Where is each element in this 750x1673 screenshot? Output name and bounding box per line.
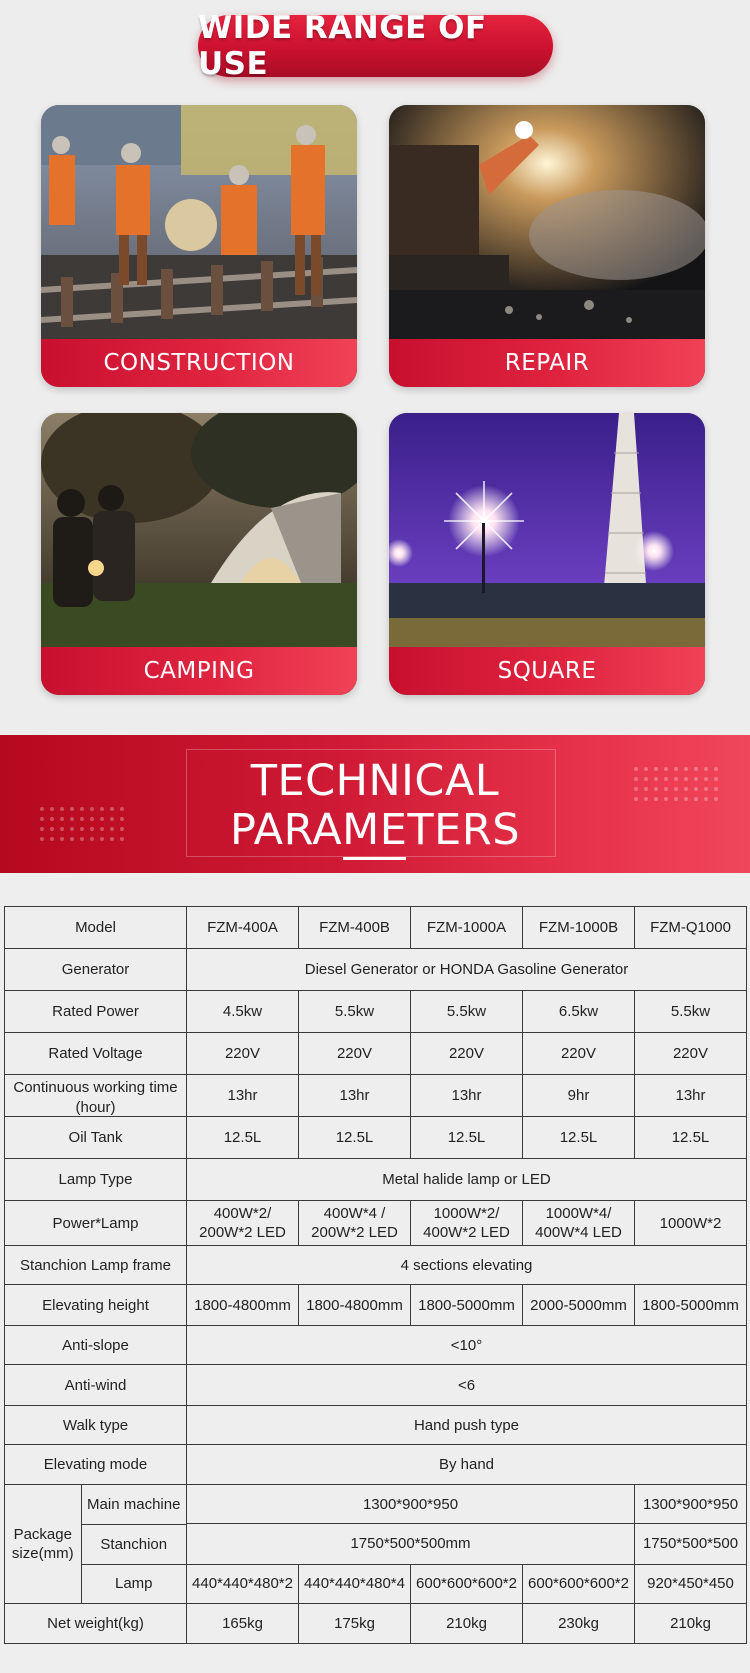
table-cell: 5.5kw (635, 991, 747, 1033)
use-card-band (41, 647, 357, 695)
cell-line: 400W*2/ (213, 1205, 272, 1222)
table-row-walk-type (5, 1406, 747, 1445)
row-label: Elevating height (5, 1285, 187, 1326)
table-cell: 210kg (635, 1604, 747, 1644)
table-cell: By hand (187, 1445, 747, 1485)
use-card-repair (389, 105, 705, 387)
table-row-generator (5, 949, 747, 991)
table-cell: 1800-4800mm (299, 1285, 411, 1326)
table-cell: 220V (299, 1033, 411, 1075)
cell-line: 200W*2 LED (311, 1224, 398, 1241)
model-cell: FZM-400B (299, 907, 411, 949)
use-card-camping (41, 413, 357, 695)
spec-table-wrapper (4, 906, 746, 1644)
table-cell: 2000-5000mm (523, 1285, 635, 1326)
table-cell: 1300*900*950 (635, 1485, 747, 1524)
row-label: Net weight(kg) (5, 1604, 187, 1644)
table-row-oil-tank (5, 1117, 747, 1159)
model-cell: FZM-Q1000 (635, 907, 747, 949)
wide-range-section (0, 0, 750, 735)
table-cell: 210kg (411, 1604, 523, 1644)
package-sub-label: Stanchion (81, 1524, 186, 1564)
table-cell (523, 1201, 635, 1246)
cell-line: 400W*2 LED (423, 1224, 510, 1241)
table-cell (187, 1201, 299, 1246)
package-sub-table (5, 1485, 186, 1603)
row-label: Stanchion Lamp frame (5, 1246, 187, 1285)
table-cell: 9hr (523, 1075, 635, 1117)
table-cell: 600*600*600*2 (523, 1564, 635, 1603)
cell-line: 1000W*4/ (545, 1205, 612, 1222)
table-cell: 13hr (299, 1075, 411, 1117)
table-row-stanchion (5, 1246, 747, 1285)
row-label: Power*Lamp (5, 1201, 187, 1246)
excavator-night-repair-photo (389, 105, 705, 339)
table-cell: 12.5L (523, 1117, 635, 1159)
cell-line: 400W*4 / (323, 1205, 386, 1222)
package-sub-label: Main machine (81, 1485, 186, 1524)
table-cell: Metal halide lamp or LED (187, 1159, 747, 1201)
use-card-band (389, 647, 705, 695)
table-row-model (5, 907, 747, 949)
table-cell: 1800-5000mm (635, 1285, 747, 1326)
banner-title-line2: PARAMETERS (229, 805, 521, 855)
spec-table (4, 906, 747, 1644)
construction-workers-photo (41, 105, 357, 339)
cell-line: 200W*2 LED (199, 1224, 286, 1241)
row-label: Walk type (5, 1406, 187, 1445)
model-cell: FZM-1000B (523, 907, 635, 949)
table-row-anti-wind (5, 1365, 747, 1406)
table-cell: 1800-4800mm (187, 1285, 299, 1326)
table-row-rated-power (5, 991, 747, 1033)
banner-title-line1: TECHNICAL (250, 756, 500, 806)
table-cell: 5.5kw (299, 991, 411, 1033)
row-label: Rated Power (5, 991, 187, 1033)
table-cell: 4 sections elevating (187, 1246, 747, 1285)
table-cell: 920*450*450 (635, 1564, 747, 1603)
cell-line: 400W*4 LED (535, 1224, 622, 1241)
row-label: Anti-wind (5, 1365, 187, 1406)
use-label: REPAIR (504, 350, 590, 376)
use-label: SQUARE (497, 658, 597, 684)
package-sub-label: Lamp (114, 1575, 153, 1593)
table-row-lamp-type (5, 1159, 747, 1201)
technical-parameters-banner (0, 735, 750, 873)
table-cell: 175kg (299, 1604, 411, 1644)
table-cell: 165kg (187, 1604, 299, 1644)
table-row-power-lamp (5, 1201, 747, 1246)
row-label: Model (5, 907, 187, 949)
row-label: Rated Voltage (5, 1033, 187, 1075)
table-row-elevating-height (5, 1285, 747, 1326)
row-label: Generator (5, 949, 187, 991)
table-cell: 12.5L (299, 1117, 411, 1159)
table-row-net-weight (5, 1604, 747, 1644)
use-label: CONSTRUCTION (103, 350, 295, 376)
table-cell: <6 (187, 1365, 747, 1406)
table-cell: Diesel Generator or HONDA Gasoline Generator (187, 949, 747, 991)
use-card-band (41, 339, 357, 387)
row-label: Anti-slope (5, 1326, 187, 1365)
table-cell: 5.5kw (411, 991, 523, 1033)
camping-tent-photo (41, 413, 357, 647)
table-cell: 1750*500*500 (635, 1524, 747, 1564)
row-label: Oil Tank (5, 1117, 187, 1159)
model-cell: FZM-400A (187, 907, 299, 949)
package-label-cell (5, 1485, 187, 1604)
repair-scene-icon (389, 105, 705, 339)
row-label (5, 1075, 187, 1117)
table-cell: 220V (523, 1033, 635, 1075)
table-cell: 12.5L (187, 1117, 299, 1159)
section-title: WIDE RANGE OF USE (198, 10, 487, 82)
table-cell: 13hr (635, 1075, 747, 1117)
table-cell: 1300*900*950 (187, 1485, 635, 1524)
table-cell: Hand push type (187, 1406, 747, 1445)
table-row-working-time (5, 1075, 747, 1117)
table-cell (635, 1201, 747, 1246)
section-title-pill (198, 10, 553, 82)
row-label-text: Continuous working time (hour) (13, 1078, 178, 1115)
table-cell: 1750*500*500mm (187, 1524, 635, 1564)
row-label: Elevating mode (5, 1445, 187, 1485)
use-label: CAMPING (143, 658, 255, 684)
cell-line: 1000W*2 (659, 1214, 722, 1232)
use-card-square (389, 413, 705, 695)
table-cell: 13hr (187, 1075, 299, 1117)
banner-underline (343, 857, 406, 860)
table-cell: 4.5kw (187, 991, 299, 1033)
table-cell: 12.5L (635, 1117, 747, 1159)
square-scene-icon (389, 413, 705, 647)
construction-scene-icon (41, 105, 357, 339)
table-row-elevating-mode (5, 1445, 747, 1485)
table-cell: 440*440*480*2 (187, 1564, 299, 1603)
table-cell: 230kg (523, 1604, 635, 1644)
banner-title (0, 757, 750, 855)
table-cell: 220V (187, 1033, 299, 1075)
use-card-band (389, 339, 705, 387)
table-cell (411, 1201, 523, 1246)
table-cell: 13hr (411, 1075, 523, 1117)
table-cell (299, 1201, 411, 1246)
model-cell: FZM-1000A (411, 907, 523, 949)
table-cell: 220V (411, 1033, 523, 1075)
table-row-package-main (5, 1485, 747, 1524)
table-cell: 1800-5000mm (411, 1285, 523, 1326)
table-cell: 220V (635, 1033, 747, 1075)
row-label: Lamp Type (5, 1159, 187, 1201)
table-cell: 600*600*600*2 (411, 1564, 523, 1603)
table-cell: 6.5kw (523, 991, 635, 1033)
table-cell: <10° (187, 1326, 747, 1365)
cell-line: 1000W*2/ (433, 1205, 500, 1222)
city-square-lights-photo (389, 413, 705, 647)
use-card-construction (41, 105, 357, 387)
table-cell: 440*440*480*4 (299, 1564, 411, 1603)
camping-scene-icon (41, 413, 357, 647)
table-row-anti-slope (5, 1326, 747, 1365)
package-size-label: Package size(mm) (5, 1485, 81, 1603)
table-row-rated-voltage (5, 1033, 747, 1075)
table-cell: 12.5L (411, 1117, 523, 1159)
